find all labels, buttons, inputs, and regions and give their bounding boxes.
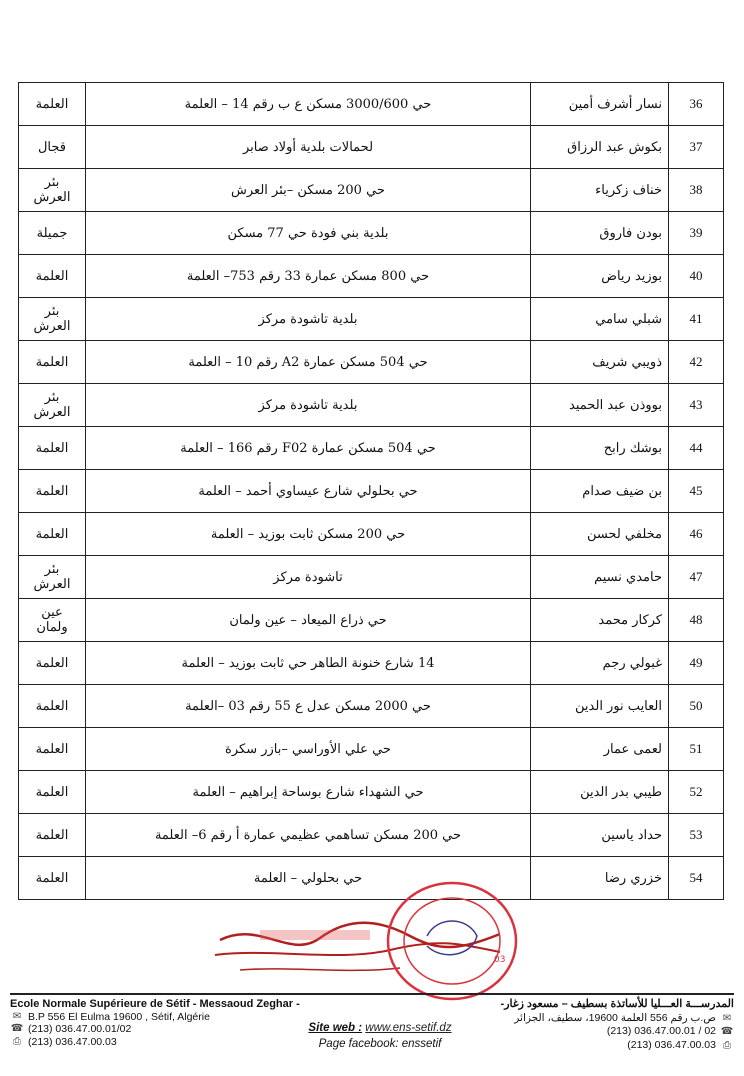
student-name: بكوش عبد الرزاق [531,126,669,169]
address-fr: B.P 556 El Eulma 19600 , Sétif, Algérie [28,1010,210,1023]
student-address: حي 200 مسكن –بئر العرش [86,169,531,212]
student-address: حي 504 مسكن عمارة A2 رقم 10 – العلمة [86,341,531,384]
student-city: قجال [19,126,86,169]
student-address: حي بحلولي شارع عيساوي أحمد – العلمة [86,470,531,513]
table-row [19,427,724,470]
student-name: بودن فاروق [531,212,669,255]
student-address: حي علي الأوراسي –بازر سكرة [86,728,531,771]
mail-icon: ✉ [12,1010,22,1022]
student-city: عين ولمان [19,599,86,642]
school-name-fr: Ecole Normale Supérieure de Sétif - Messaoud Zeghar - [10,998,300,1010]
table-row [19,771,724,814]
student-address: حي 504 مسكن عمارة F02 رقم 166 – العلمة [86,427,531,470]
student-address: بلدية تاشودة مركز [86,298,531,341]
table-row [19,384,724,427]
row-number: 39 [669,212,724,255]
student-city: بئر العرش [19,556,86,599]
svg-text:03: 03 [494,955,506,965]
row-number: 44 [669,427,724,470]
student-city: العلمة [19,771,86,814]
table-row [19,470,724,513]
roster-table [18,82,724,900]
row-number: 45 [669,470,724,513]
student-name: طيبي بدر الدين [531,771,669,814]
student-name: شبلي سامي [531,298,669,341]
student-name: بووذن عبد الحميد [531,384,669,427]
row-number: 40 [669,255,724,298]
fax-fr: (213) 036.47.00.03 [28,1035,117,1048]
table-row [19,126,724,169]
student-name: نسار أشرف أمين [531,83,669,126]
table-row [19,728,724,771]
student-name: مخلفي لحسن [531,513,669,556]
student-name: كركار محمد [531,599,669,642]
student-address: حي 200 مسكن ثابت بوزيد – العلمة [86,513,531,556]
row-number: 54 [669,857,724,900]
row-number: 50 [669,685,724,728]
student-city: العلمة [19,728,86,771]
student-address: لحمالات بلدية أولاد صابر [86,126,531,169]
table-row [19,513,724,556]
student-city: بئر العرش [19,384,86,427]
phones-fr: (213) 036.47.00.01/02 [28,1023,132,1035]
student-address: تاشودة مركز [86,556,531,599]
student-name: بوزيد رياض [531,255,669,298]
site-label: Site web : [308,1022,363,1034]
student-city: العلمة [19,83,86,126]
student-city: العلمة [19,341,86,384]
table-row [19,642,724,685]
row-number: 46 [669,513,724,556]
student-city: العلمة [19,814,86,857]
student-name: خزري رضا [531,857,669,900]
row-number: 38 [669,169,724,212]
student-city: بئر العرش [19,169,86,212]
row-number: 37 [669,126,724,169]
page-footer [10,998,734,1074]
student-address: حي 800 مسكن عمارة 33 رقم 753– العلمة [86,255,531,298]
student-address: حي بحلولي – العلمة [86,857,531,900]
student-city: العلمة [19,427,86,470]
fax-icon: ⎙ [723,1039,731,1051]
table-row [19,83,724,126]
table-row [19,212,724,255]
phones-ar: (213) 036.47.00.01 / 02 [606,1025,716,1037]
table-row [19,685,724,728]
roster-sheet [18,82,724,900]
table-row [19,599,724,642]
student-name: ذويبي شريف [531,341,669,384]
fax-ar: (213) 036.47.00.03 [627,1038,716,1051]
row-number: 36 [669,83,724,126]
fax-icon: ⎙ [13,1035,21,1047]
row-number: 41 [669,298,724,341]
facebook-text: Page facebook: enssetif [318,1038,442,1050]
student-name: حامدي نسيم [531,556,669,599]
footer-left-french [10,998,310,1048]
table-row [19,255,724,298]
table-row [19,341,724,384]
footer-right-arabic [434,998,734,1052]
school-name-ar: المدرســـة العـــليا للأساتذة بسطيف – مسعود زغار- [500,998,734,1010]
address-ar: ص.ب رقم 556 العلمة 19600، سطيف، الجزائر [514,1011,716,1024]
student-address: حي ذراع الميعاد – عين ولمان [86,599,531,642]
roster-body [19,83,724,900]
student-city: العلمة [19,255,86,298]
student-city: بئر العرش [19,298,86,341]
student-name: العايب نور الدين [531,685,669,728]
table-row [19,298,724,341]
student-city: جميلة [19,212,86,255]
student-name: بن ضيف صدام [531,470,669,513]
student-name: لعمى عمار [531,728,669,771]
student-address: 14 شارع خنونة الطاهر حي ثابت بوزيد – العلمة [86,642,531,685]
official-stamp [382,876,522,1006]
student-city: العلمة [19,642,86,685]
table-row [19,169,724,212]
row-number: 52 [669,771,724,814]
phone-icon: ☎ [10,1023,24,1034]
site-link[interactable]: www.ens-setif.dz [365,1022,452,1034]
student-address: حي 3000/600 مسكن ع ب رقم 14 – العلمة [86,83,531,126]
student-city: العلمة [19,857,86,900]
row-number: 51 [669,728,724,771]
row-number: 47 [669,556,724,599]
row-number: 48 [669,599,724,642]
student-name: بوشك رابح [531,427,669,470]
row-number: 43 [669,384,724,427]
footer-divider [10,993,734,995]
table-row [19,556,724,599]
student-city: العلمة [19,685,86,728]
student-city: العلمة [19,470,86,513]
row-number: 42 [669,341,724,384]
student-address: حي 200 مسكن تساهمي عظيمي عمارة أ رقم 6– العلمة [86,814,531,857]
student-address: بلدية تاشودة مركز [86,384,531,427]
mail-icon: ✉ [722,1012,732,1024]
student-name: غبولي رجم [531,642,669,685]
student-address: حي 2000 مسكن عدل ع 55 رقم 03 –العلمة [86,685,531,728]
student-name: خناف زكرياء [531,169,669,212]
student-name: حداد ياسين [531,814,669,857]
phone-icon: ☎ [720,1026,734,1037]
table-row [19,857,724,900]
row-number: 53 [669,814,724,857]
student-address: حي الشهداء شارع بوساحة إبراهيم – العلمة [86,771,531,814]
row-number: 49 [669,642,724,685]
student-address: بلدية بني فودة حي 77 مسكن [86,212,531,255]
table-row [19,814,724,857]
student-city: العلمة [19,513,86,556]
